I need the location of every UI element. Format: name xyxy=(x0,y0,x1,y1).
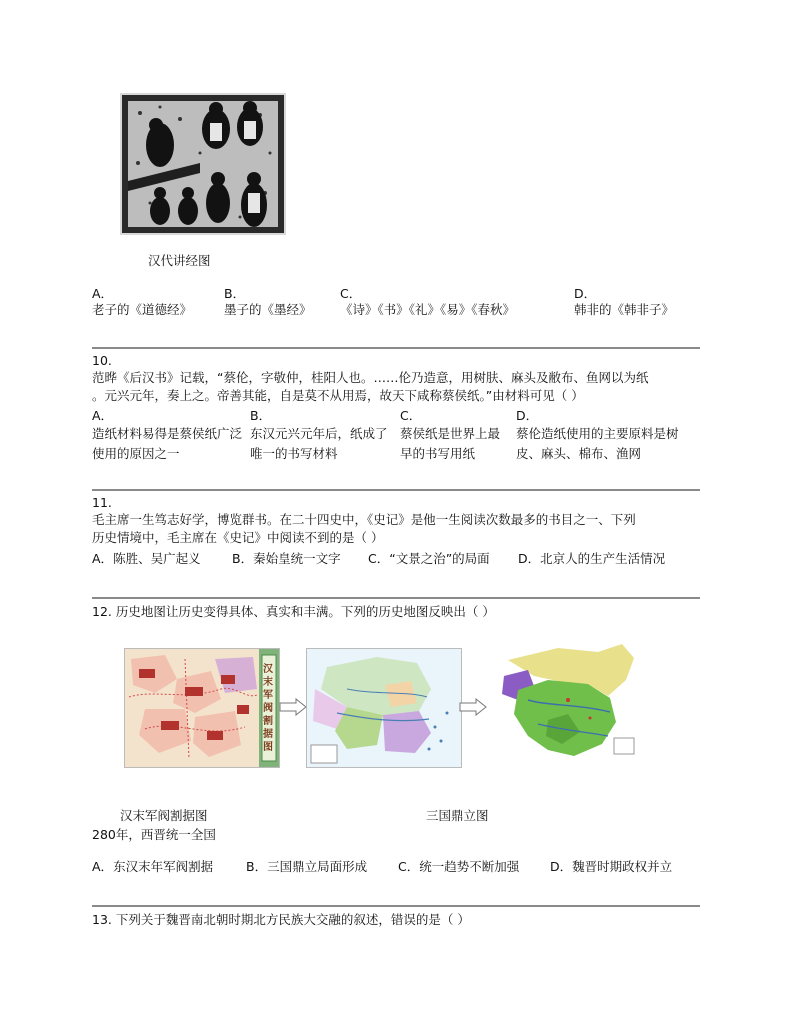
q10-option-c-letter[interactable]: C． xyxy=(400,408,422,423)
divider xyxy=(92,489,700,491)
q12-stem: 12. 历史地图让历史变得具体、真实和丰满。下列的历史地图反映出（ ） xyxy=(92,604,495,619)
han-lecture-image xyxy=(120,93,286,235)
q12-option-b[interactable] xyxy=(246,857,367,877)
q12-option-a-letter: A． xyxy=(92,859,114,874)
q9-option-a-text[interactable]: 老子的《道德经》 xyxy=(92,302,193,317)
q10-option-b-text[interactable]: 东汉元兴元年后，纸成了唯一的书写材料 xyxy=(250,426,388,461)
q12-option-b-letter: B． xyxy=(246,859,268,874)
q11-stem-line2: 历史情境中，毛主席在《史记》中阅读不到的是（ ） xyxy=(92,530,384,545)
q11-option-a[interactable] xyxy=(92,549,201,569)
q12-option-a[interactable] xyxy=(92,857,213,877)
arrow-right-icon xyxy=(279,698,307,716)
q10-option-d-text[interactable]: 蔡伦造纸使用的主要原料是树皮、麻头、棉布、渔网 xyxy=(516,426,679,461)
q11-option-b[interactable] xyxy=(232,549,341,569)
divider xyxy=(92,597,700,599)
q13-stem: 13. 下列关于魏晋南北朝时期北方民族大交融的叙述，错误的是（ ） xyxy=(92,912,470,927)
q11-number: 11. xyxy=(92,495,112,510)
q11-option-d-letter: D． xyxy=(518,551,541,566)
q9-option-d-text[interactable]: 韩非的《韩非子》 xyxy=(574,302,675,317)
q11-option-a-letter: A． xyxy=(92,551,114,566)
q10-stem-line2: 。元兴元年，奏上之。帝善其能，自是莫不从用焉，故天下咸称蔡侯纸。”由材料可见（ ） xyxy=(92,388,584,403)
q12-option-d[interactable] xyxy=(550,857,672,877)
q11-option-c-letter: C． xyxy=(368,551,390,566)
q12-option-b-text: 三国鼎立局面形成 xyxy=(267,859,368,874)
q12-option-c-text: 统一趋势不断加强 xyxy=(419,859,520,874)
q12-option-c[interactable] xyxy=(398,857,519,877)
q9-option-a-letter[interactable]: A． xyxy=(92,286,114,301)
q11-option-b-letter: B． xyxy=(232,551,254,566)
q9-option-d-letter[interactable]: D． xyxy=(574,286,597,301)
q11-option-a-text: 陈胜、吴广起义 xyxy=(113,551,201,566)
q12-option-d-letter: D． xyxy=(550,859,573,874)
q11-option-d-text: 北京人的生产生活情况 xyxy=(540,551,666,566)
han-lecture-illustration xyxy=(120,93,286,235)
q10-option-d-letter[interactable]: D． xyxy=(516,408,539,423)
q10-stem-line1: 范晔《后汉书》记载，“蔡伦，字敬仲，桂阳人也。……伦乃造意，用树肤、麻头及敝布、鱼网以为纸 xyxy=(92,370,649,385)
map1-caption: 汉末军阀割据图 xyxy=(120,808,208,823)
q11-option-b-text: 秦始皇统一文字 xyxy=(253,551,341,566)
three-kingdoms-map-graphic xyxy=(307,649,461,767)
han-warlords-map-graphic xyxy=(125,649,279,767)
q11-stem-line1: 毛主席一生笃志好学，博览群书。在二十四史中，《史记》是他一生阅读次数最多的书目之一、下列 xyxy=(92,512,636,527)
q9-option-b-letter[interactable]: B． xyxy=(224,286,246,301)
q12-option-a-text: 东汉末年军阀割据 xyxy=(113,859,214,874)
han-warlords-map xyxy=(124,648,280,768)
q10-option-a-text[interactable]: 造纸材料易得是蔡侯纸广泛使用的原因之一 xyxy=(92,426,243,461)
q9-option-b-text[interactable]: 墨子的《墨经》 xyxy=(224,302,312,317)
q11-option-c[interactable] xyxy=(368,549,490,569)
divider xyxy=(92,347,700,349)
q10-option-b-letter[interactable]: B． xyxy=(250,408,272,423)
arrow-right-icon xyxy=(459,698,487,716)
q9-option-c-text[interactable]: 《诗》《书》《礼》《易》《春秋》 xyxy=(340,302,516,317)
q10-option-a-letter[interactable]: A． xyxy=(92,408,114,423)
map3-caption: 280年，西晋统一全国 xyxy=(92,827,216,842)
western-jin-map-graphic xyxy=(498,640,640,764)
q10-option-c-text[interactable]: 蔡侯纸是世界上最早的书写用纸 xyxy=(400,426,501,461)
q11-option-d[interactable] xyxy=(518,549,665,569)
han-warlords-map-title: 汉末军阀割据图 xyxy=(263,664,273,753)
han-lecture-caption: 汉代讲经图 xyxy=(148,253,211,268)
q12-option-c-letter: C． xyxy=(398,859,420,874)
divider xyxy=(92,905,700,907)
western-jin-map xyxy=(498,640,640,764)
q9-option-c-letter[interactable]: C． xyxy=(340,286,362,301)
q12-option-d-text: 魏晋时期政权并立 xyxy=(572,859,673,874)
q10-number: 10. xyxy=(92,353,112,368)
map2-caption: 三国鼎立图 xyxy=(426,808,489,823)
q11-option-c-text: “文景之治”的局面 xyxy=(389,551,490,566)
three-kingdoms-map xyxy=(306,648,462,768)
